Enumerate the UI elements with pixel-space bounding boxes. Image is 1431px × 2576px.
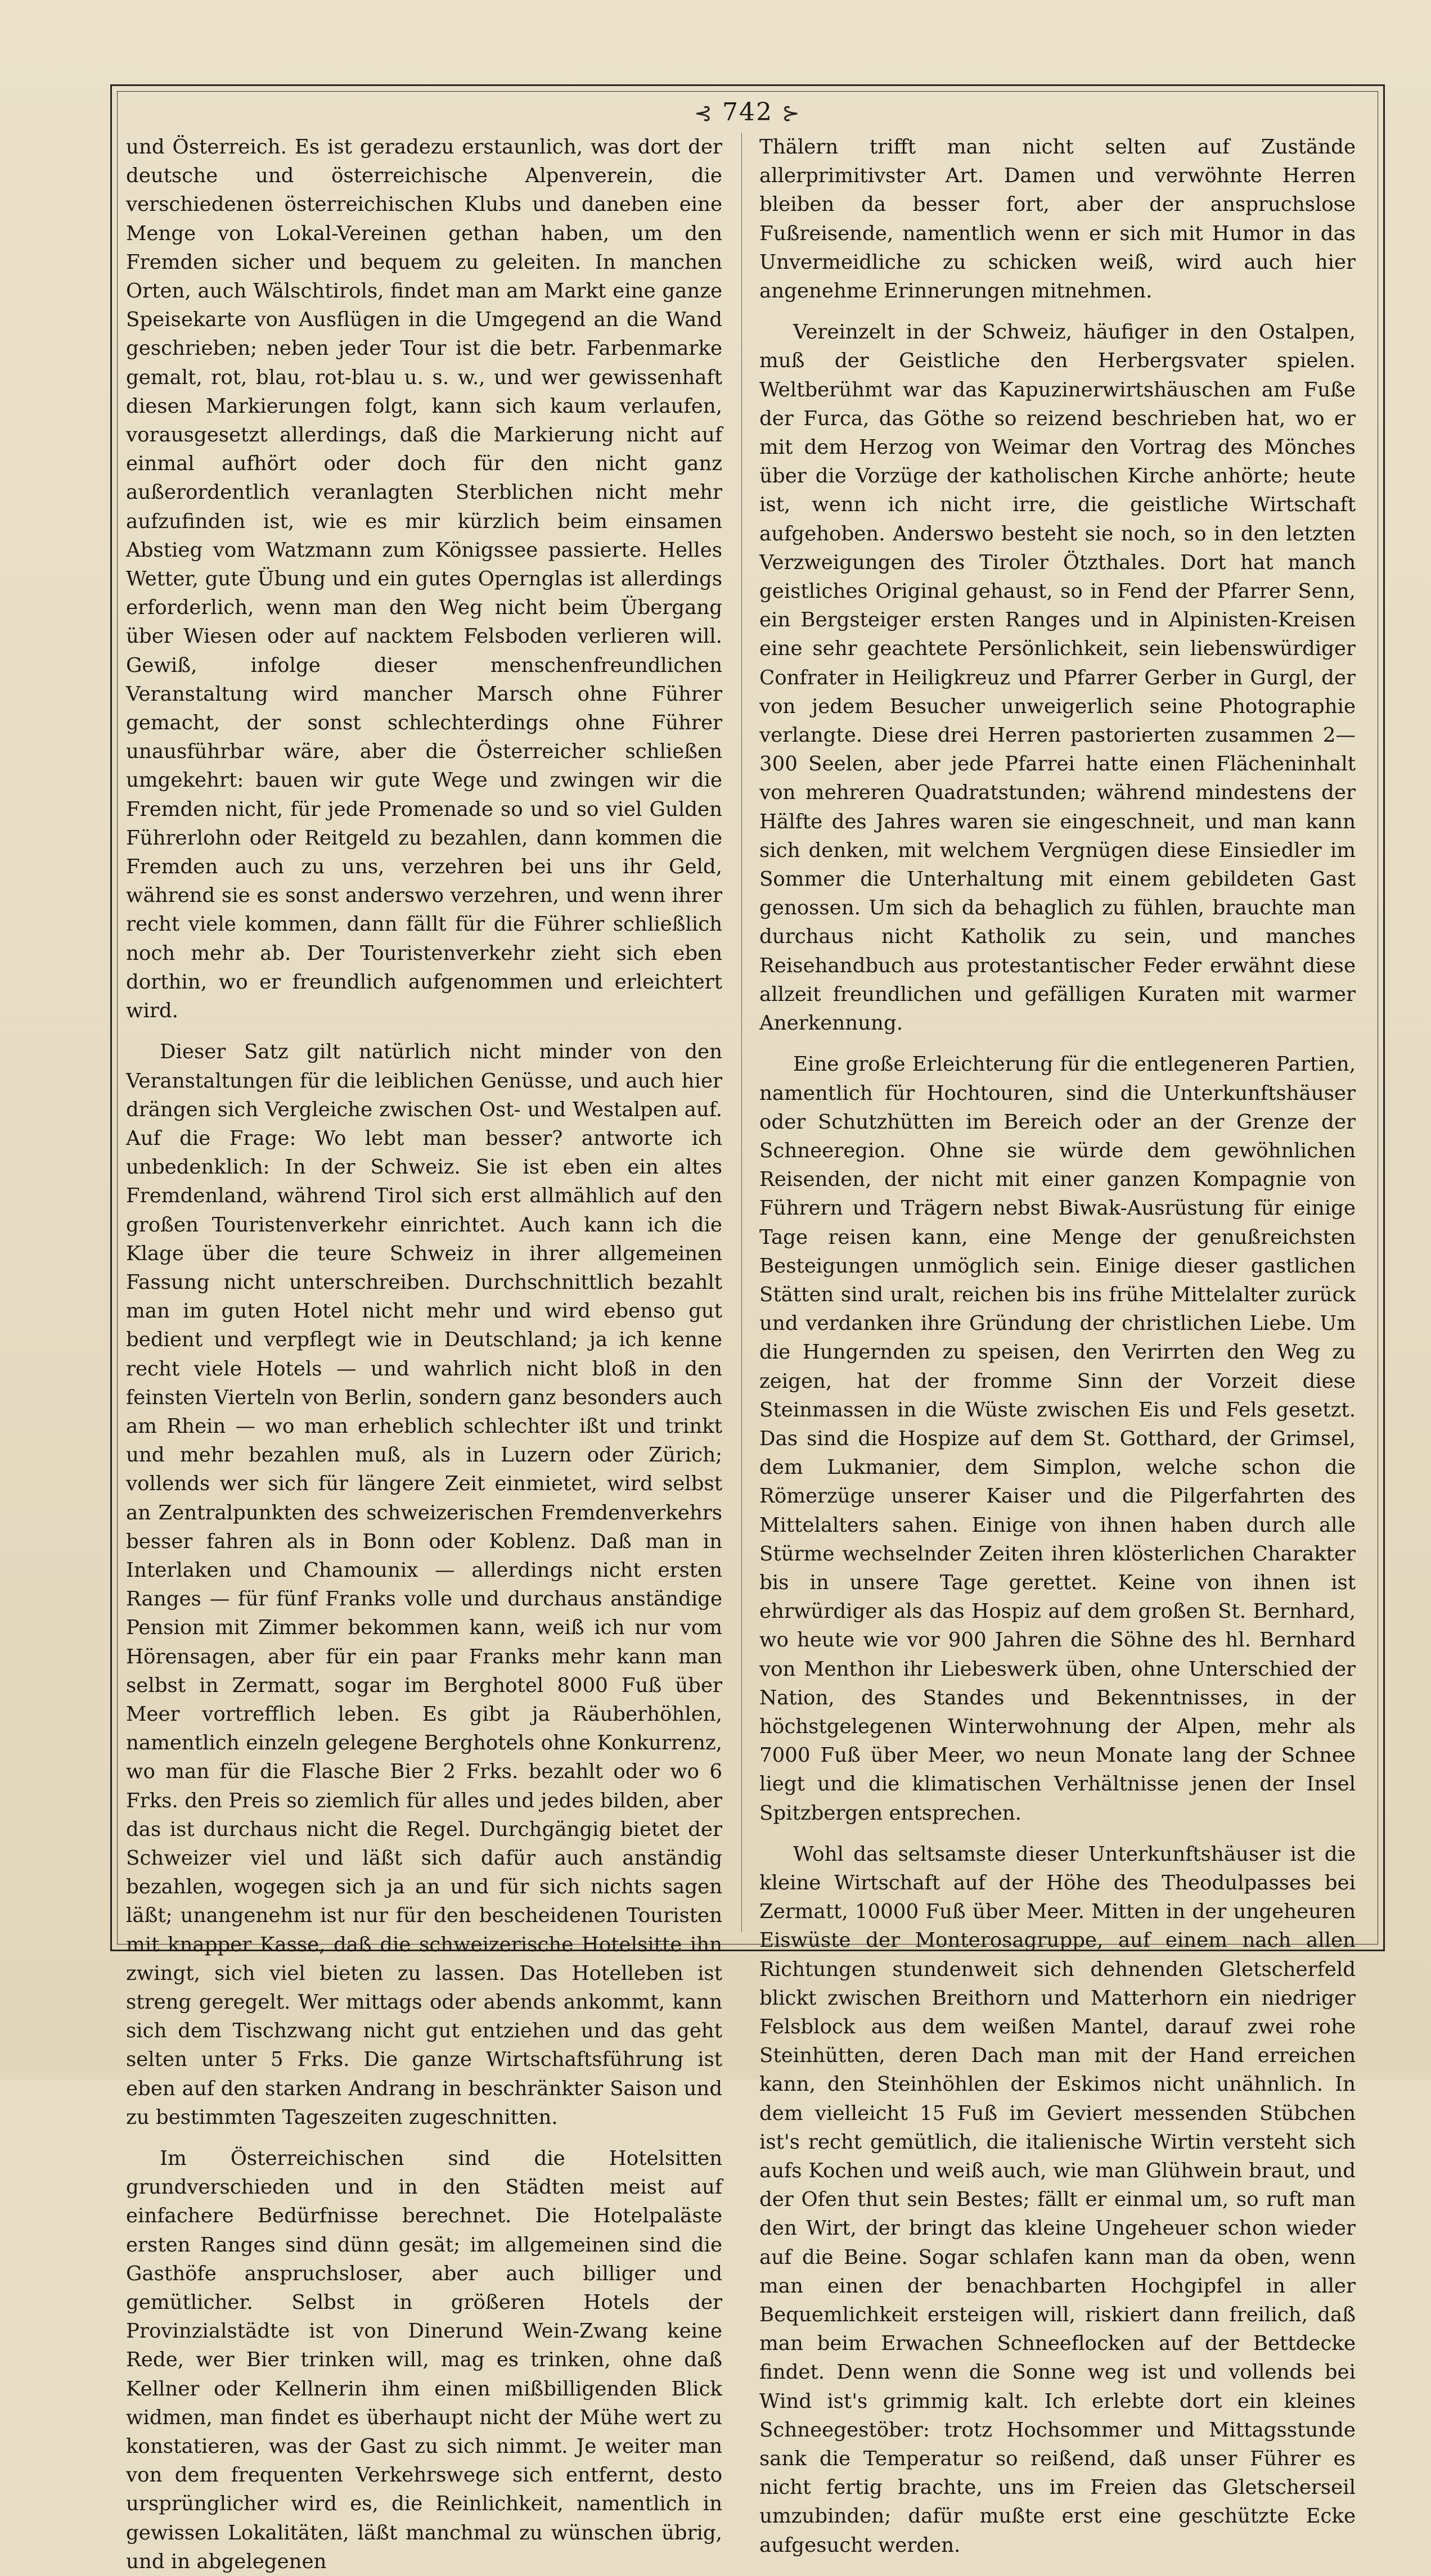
column-divider: [741, 133, 742, 1932]
paragraph: Thälern trifft man nicht selten auf Zustände allerprimitivster Art. Damen und verwöhnte Herren bleiben da besser fort, aber der anspruchslose Fußreisende, namentlich wenn er sich mit Humor in das Unvermeidliche zu schicken weiß, wird auch hier angenehme Erinnerungen mitnehmen.: [759, 136, 1356, 303]
paragraph: Wohl das seltsamste dieser Unterkunftshäuser ist die kleine Wirtschaft auf der Höhe des Theodulpasses bei Zermatt, 10000 Fuß über Meer. Mitten in der ungeheuren Eiswüste der Monterosagruppe, auf einem nach allen Richtungen stundenweit sich dehnenden Gletscherfeld blickt zwischen Breithorn und Matterhorn ein niedriger Felsblock aus dem weißen Mantel, darauf zwei rohe Steinhütten, deren Dach man mit der Hand erreichen kann, den Steinhöhlen der Eskimos nicht unähnlich. In dem vielleicht 15 Fuß im Geviert messenden Stübchen ist's recht gemütlich, die italienische Wirtin versteht sich aufs Kochen und weiß auch, wie man Glühwein braut, und der Ofen thut sein Bestes; fällt er einmal um, so ruft man den Wirt, der bringt das kleine Ungeheuer schon wieder auf die Beine. Sogar schlafen kann man da oben, wenn man einen der benachbarten Hochgipfel in aller Bequemlichkeit ersteigen will, riskiert dann freilich, daß man beim Erwachen Schneeflocken auf der Bettdecke findet. Denn wenn die Sonne weg ist und vollends bei Wind ist's grimmig kalt. Ich erlebte dort ein kleines Schneegestöber: trotz Hochsommer und Mittagsstunde sank die Temperatur so reißend, daß unser Führer es nicht fertig brachte, uns im Freien das Gletscherseil umzubinden; dafür mußte erst eine geschützte Ecke aufgesucht werden.: [759, 1842, 1356, 2557]
left-column: [126, 133, 722, 2576]
paragraph: und Österreich. Es ist geradezu erstaunlich, was dort der deutsche und österreichische Alpenverein, die verschiedenen österreichischen Klubs und daneben eine Menge von Lokal-Vereinen gethan haben, um den Fremden sicher und bequem zu geleiten. In manchen Orten, auch Wälschtirols, findet man am Markt eine ganze Speisekarte von Ausflügen in die Umgegend an die Wand geschrieben; neben jeder Tour ist die betr. Farbenmarke gemalt, rot, blau, rot-blau u. s. w., und wer gewissenhaft diesen Markierungen folgt, kann sich kaum verlaufen, vorausgesetzt allerdings, daß die Markierung nicht auf einmal aufhört oder doch für den nicht ganz außerordentlich veranlagten Sterblichen nicht mehr aufzufinden ist, wie es mir kürzlich beim einsamen Abstieg vom Watzmann zum Königssee passierte. Helles Wetter, gute Übung und ein gutes Opernglas ist allerdings erforderlich, wenn man den Weg nicht beim Übergang über Wiesen oder auf nacktem Felsboden verlieren will. Gewiß, infolge dieser menschenfreundlichen Veranstaltung wird mancher Marsch ohne Führer gemacht, der sonst schlechterdings ohne Führer unausführbar wäre, aber die Österreicher schließen umgekehrt: bauen wir gute Wege und zwingen wir die Fremden nicht, für jede Promenade so und so viel Gulden Führerlohn oder Reitgeld zu bezahlen, dann kommen die Fremden auch zu uns, verzehren bei uns ihr Geld, während sie es sonst anderswo verzehren, und wenn ihrer recht viele kommen, dann fällt für die Führer schließlich noch mehr ab. Der Touristenverkehr zieht sich eben dorthin, wo er freundlich aufgenommen und erleichtert wird.: [126, 136, 722, 1023]
page-number: 742: [722, 98, 773, 127]
ornament-right: ⊱: [781, 101, 801, 125]
paragraph: Im Österreichischen sind die Hotelsitten grundverschieden und in den Städten meist auf einfachere Bedürfnisse berechnet. Die Hotelpaläste ersten Ranges sind dünn gesät; im allgemeinen sind die Gasthöfe anspruchsloser, aber auch billiger und gemütlicher. Selbst in größeren Hotels der Provinzialstädte ist von Dinerund Wein-Zwang keine Rede, wer Bier trinken will, mag es trinken, ohne daß Kellner oder Kellnerin ihm einen mißbilligenden Blick widmen, man findet es überhaupt nicht der Mühe wert zu konstatieren, was der Gast zu sich nimmt. Je weiter man von dem frequenten Verkehrswege sich entfernt, desto ursprünglicher wird es, die Reinlichkeit, namentlich in gewissen Lokalitäten, läßt manchmal zu wünschen übrig, und in abgelegenen: [126, 2147, 722, 2573]
right-column: [759, 133, 1356, 2560]
ornament-left: ⊰: [694, 101, 713, 125]
page-header: [110, 90, 1385, 135]
paragraph: Vereinzelt in der Schweiz, häufiger in den Ostalpen, muß der Geistliche den Herbergsvater spielen. Weltberühmt war das Kapuzinerwirtshäuschen am Fuße der Furca, das Göthe so reizend beschrieben hat, wo er mit dem Herzog von Weimar den Vortrag des Mönches über die Vorzüge der katholischen Kirche anhörte; heute ist, wenn ich nicht irre, die geistliche Wirtschaft aufgehoben. Anderswo besteht sie noch, so in den letzten Verzweigungen des Tiroler Ötzthales. Dort hat manch geistliches Original gehaust, so in Fend der Pfarrer Senn, ein Bergsteiger ersten Ranges und in Alpinisten-Kreisen eine sehr geachtete Persönlichkeit, sein liebenswürdiger Confrater in Heiligkreuz und Pfarrer Gerber in Gurgl, der von jedem Besucher unweigerlich seine Photographie verlangte. Diese drei Herren pastorierten zusammen 2—300 Seelen, aber jede Pfarrei hatte einen Flächeninhalt von mehreren Quadratstunden; während mindestens der Hälfte des Jahres waren sie eingeschneit, und man kann sich denken, mit welchem Vergnügen diese Einsiedler im Sommer die Unterhaltung mit einem gebildeten Gast genossen. Um sich da behaglich zu fühlen, brauchte man durchaus nicht Katholik zu sein, und manches Reisehandbuch aus protestantischer Feder erwähnt diese allzeit freundlichen und gefälligen Kuraten mit warmer Anerkennung.: [759, 321, 1356, 1035]
paragraph: Eine große Erleichterung für die entlegeneren Partien, namentlich für Hochtouren, sind die Unterkunftshäuser oder Schutzhütten im Bereich oder an der Grenze der Schneeregion. Ohne sie würde dem gewöhnlichen Reisenden, der nicht mit einer ganzen Kompagnie von Führern und Trägern nebst Biwak-Ausrüstung für einige Tage reisen kann, eine Menge der genußreichsten Besteigungen unmöglich sein. Einige dieser gastlichen Stätten sind uralt, reichen bis ins frühe Mittelalter zurück und verdanken ihre Gründung der christlichen Liebe. Um die Hungernden zu speisen, den Verirrten den Weg zu zeigen, hat der fromme Sinn der Vorzeit diese Steinmassen in die Wüste zwischen Eis und Fels gesetzt. Das sind die Hospize auf dem St. Gotthard, der Grimsel, dem Lukmanier, dem Simplon, welche schon die Römerzüge unserer Kaiser und die Pilgerfahrten des Mittelalters sahen. Einige von ihnen haben durch alle Stürme wechselnder Zeiten ihren klösterlichen Charakter bis in unsere Tage gerettet. Keine von ihnen ist ehrwürdiger als das Hospiz auf dem großen St. Bernhard, wo heute wie vor 900 Jahren die Söhne des hl. Bernhard von Menthon ihr Liebeswerk üben, ohne Unterschied der Nation, des Standes und Bekenntnisses, in der höchstgelegenen Winterwohnung der Alpen, mehr als 7000 Fuß über Meer, wo neun Monate lang der Schnee liegt und die klimatischen Verhältnisse jenen der Insel Spitzbergen entsprechen.: [759, 1053, 1356, 1825]
paragraph: Dieser Satz gilt natürlich nicht minder von den Veranstaltungen für die leiblichen Genüsse, und auch hier drängen sich Vergleiche zwischen Ost- und Westalpen auf. Auf die Frage: Wo lebt man besser? antworte ich unbedenklich: In der Schweiz. Sie ist eben ein altes Fremdenland, während Tirol sich erst allmählich auf den großen Touristenverkehr einrichtet. Auch kann ich die Klage über die teure Schweiz in ihrer allgemeinen Fassung nicht unterschreiben. Durchschnittlich bezahlt man im guten Hotel nicht mehr und wird ebenso gut bedient und verpflegt wie in Deutschland; ja ich kenne recht viele Hotels — und wahrlich nicht bloß in den feinsten Vierteln von Berlin, sondern ganz besonders auch am Rhein — wo man erheblich schlechter ißt und trinkt und mehr bezahlen muß, als in Luzern oder Zürich; vollends wer sich für längere Zeit einmietet, wird selbst an Zentralpunkten des schweizerischen Fremdenverkehrs besser fahren als in Bonn oder Koblenz. Daß man in Interlaken und Chamounix — allerdings nicht ersten Ranges — für fünf Franks volle und durchaus anständige Pension mit Zimmer bekommen kann, weiß ich nur vom Hörensagen, aber für ein paar Franks mehr kann man selbst in Zermatt, sogar im Berghotel 8000 Fuß über Meer vortrefflich leben. Es gibt ja Räuberhöhlen, namentlich einzeln gelegene Berghotels ohne Konkurrenz, wo man für die Flasche Bier 2 Frks. bezahlt oder wo 6 Frks. den Preis so ziemlich für alles und jedes bilden, aber das ist durchaus nicht die Regel. Durchgängig bietet der Schweizer viel und läßt sich dafür auch anständig bezahlen, wogegen sich ja an und für sich nichts sagen läßt; unangenehm ist nur für den bescheidenen Touristen mit knapper Kasse, daß die schweizerische Hotelsitte ihn zwingt, sich viel bieten zu lassen. Das Hotelleben ist streng geregelt. Wer mittags oder abends ankommt, kann sich dem Tischzwang nicht gut entziehen und das geht selten unter 5 Frks. Die ganze Wirtschaftsführung ist eben auf den starken Andrang in beschränkter Saison und zu bestimmten Tageszeiten zugeschnitten.: [126, 1040, 722, 2129]
